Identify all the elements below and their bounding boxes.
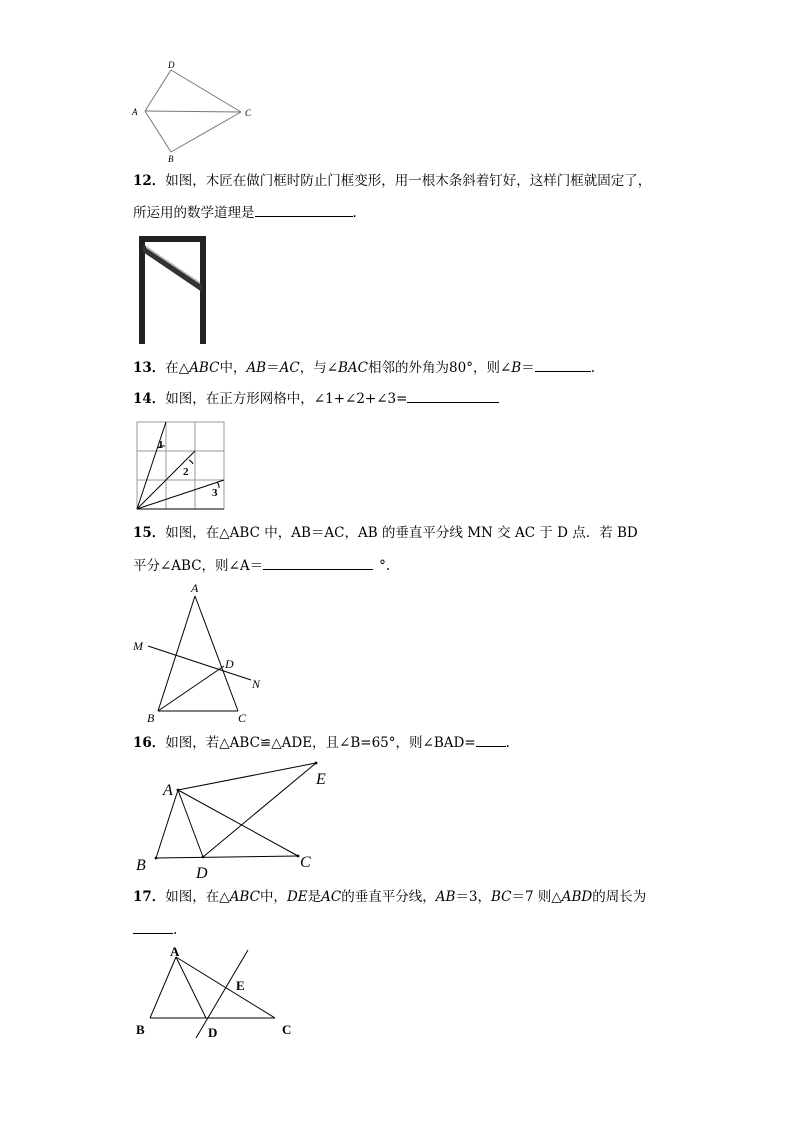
q13-b: B — [511, 360, 522, 376]
label-m: M — [133, 639, 143, 653]
q15-line1 — [133, 524, 638, 542]
q15-degree-end: °. — [379, 558, 391, 574]
q12-text2: 所运用的数学道理是 — [133, 205, 255, 221]
q17-t2: 中， — [259, 889, 287, 905]
q17-t5: ＝3， — [455, 889, 491, 905]
q17-number: 17． — [133, 889, 166, 905]
perpendicular-bisector-figure — [132, 942, 302, 1042]
q13-t5: ＝ — [521, 360, 535, 376]
congruent-triangles-figure — [130, 758, 330, 882]
label-b: B — [147, 711, 155, 725]
label-e: E — [236, 978, 245, 993]
q17-t6: ＝7 则△ — [511, 889, 562, 905]
label-d: D — [168, 60, 175, 70]
q12-line1 — [133, 172, 651, 190]
q14-text: 如图，在正方形网格中，∠1+∠2+∠3= — [165, 391, 408, 407]
q13-bac: BAC — [338, 360, 369, 376]
q17-bc: BC — [490, 889, 512, 905]
q17-abd: ABD — [561, 889, 593, 905]
angle-3-label: 3 — [212, 487, 218, 499]
q15-text2: 平分∠ABC，则∠A＝ — [133, 558, 264, 574]
q12-number: 12． — [133, 173, 166, 189]
answer-blank — [133, 920, 173, 934]
q13-t2: 中， — [219, 360, 247, 376]
label-a: A — [170, 944, 180, 959]
label-n: N — [252, 677, 261, 691]
q13-period: . — [590, 360, 595, 376]
label-e: E — [316, 771, 326, 788]
q13-t1: 在△ — [165, 360, 190, 376]
q13-ac: AC — [279, 360, 300, 376]
grid-figure — [135, 420, 227, 512]
q17-t7: 的周长为 — [592, 889, 647, 905]
q12-text1: 如图，木匠在做门框时防止门框变形，用一根木条斜着钉好，这样门框就固定了， — [165, 173, 652, 189]
q17-ab: AB — [435, 889, 456, 905]
q17-line1 — [133, 888, 646, 906]
label-d: D — [225, 657, 234, 671]
q13-t3: ，与∠ — [299, 360, 339, 376]
q14-number: 14． — [133, 391, 166, 407]
label-c: C — [238, 711, 247, 725]
q17-line2 — [133, 920, 177, 939]
answer-blank — [407, 389, 499, 403]
answer-blank — [535, 358, 591, 372]
label-b: B — [168, 154, 174, 164]
angle-1-label: 1 — [158, 439, 164, 451]
q17-ac: AC — [321, 889, 342, 905]
label-a: A — [191, 581, 199, 595]
q17-t4: 的垂直平分线， — [341, 889, 436, 905]
q17-t1: 如图，在△ — [165, 889, 230, 905]
q14-line — [133, 389, 499, 408]
angle-2-label: 2 — [183, 466, 189, 478]
q15-text1: 如图，在△ABC 中，AB＝AC，AB 的垂直平分线 MN 交 AC 于 D 点．若 BD — [165, 525, 638, 541]
q16-number: 16． — [133, 735, 166, 751]
q15-number: 15． — [133, 525, 166, 541]
q13-t4: 相邻的外角为80°，则∠ — [368, 360, 512, 376]
label-a: A — [132, 107, 138, 117]
label-d: D — [196, 865, 208, 882]
kite-figure — [128, 58, 263, 168]
label-c: C — [245, 108, 252, 118]
answer-blank — [263, 556, 373, 570]
triangle-mn-figure — [128, 578, 278, 728]
q15-line2 — [133, 556, 390, 575]
q17-de: DE — [286, 889, 308, 905]
label-c: C — [300, 854, 311, 871]
q17-t3: 是 — [307, 889, 322, 905]
q13-line — [133, 358, 595, 377]
q13-abc: ABC — [189, 360, 220, 376]
label-b: B — [136, 1022, 145, 1037]
answer-blank — [476, 733, 506, 747]
q16-period: . — [505, 735, 510, 751]
q16-text: 如图，若△ABC≌△ADE，且∠B=65°，则∠BAD= — [165, 735, 476, 751]
label-a: A — [163, 782, 173, 799]
door-frame-figure — [136, 234, 210, 346]
answer-blank — [255, 203, 353, 217]
label-b: B — [136, 857, 146, 874]
q17-abc: ABC — [229, 889, 260, 905]
q12-period: . — [352, 205, 357, 221]
q16-line — [133, 733, 510, 752]
q13-number: 13． — [133, 360, 166, 376]
label-d: D — [208, 1025, 218, 1040]
q13-ab: AB — [246, 360, 267, 376]
q17-period: . — [173, 922, 178, 938]
label-c: C — [282, 1022, 292, 1037]
q13-eq: ＝ — [266, 360, 280, 376]
q12-line2 — [133, 203, 357, 222]
